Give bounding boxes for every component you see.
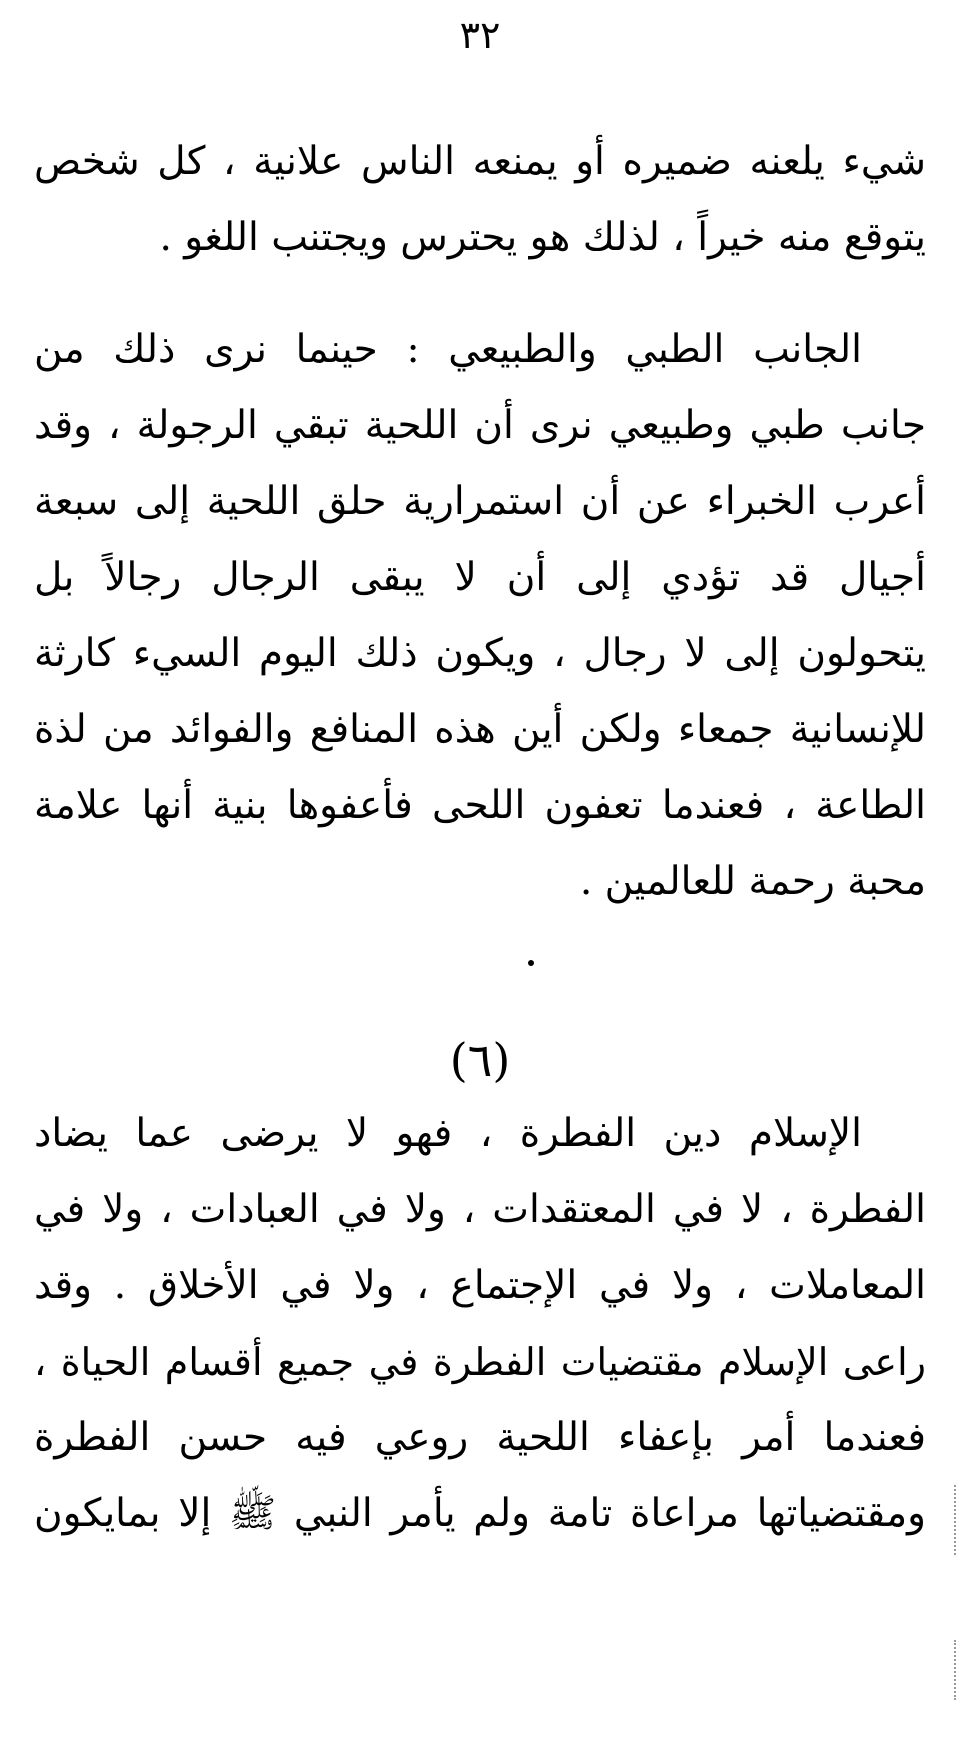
text-line: أعرب الخبراء عن أن استمرارية حلق اللحية إلى سبعة (34, 479, 926, 524)
page-number: ٣٢ (459, 13, 501, 57)
text-line: يتحولون إلى لا رجال ، ويكون ذلك اليوم السيء كارثة (34, 631, 926, 676)
section-number-heading: (٦) (449, 1033, 511, 1087)
text-line: فعندما أمر بإعفاء اللحية روعي فيه حسن الفطرة (34, 1415, 926, 1460)
paragraph-fitra (34, 1096, 926, 1552)
text-line: المعاملات ، ولا في الإجتماع ، ولا في الأخلاق . وقد (34, 1263, 926, 1308)
paragraph-continued (34, 124, 926, 276)
text-line: شيء يلعنه ضميره أو يمنعه الناس علانية ، كل شخص (34, 139, 926, 184)
text-line: أجيال قد تؤدي إلى أن لا يبقى الرجال رجالاً بل (34, 555, 926, 600)
text-line: ومقتضياتها مراعاة تامة ولم يأمر النبي ﷺ إلا بمايكون (34, 1491, 926, 1536)
text-line: الطاعة ، فعندما تعفون اللحى فأعفوها بنية أنها علامة (34, 783, 926, 828)
scan-edge-mark (954, 1640, 959, 1700)
text-line: محبة رحمة للعالمين . (579, 859, 926, 904)
text-line: جانب طبي وطبيعي نرى أن اللحية تبقي الرجولة ، وقد (34, 403, 926, 448)
text-line: الفطرة ، لا في المعتقدات ، ولا في العبادات ، ولا في (34, 1187, 926, 1232)
text-line: يتوقع منه خيراً ، لذلك هو يحترس ويجتنب اللغو . (159, 215, 926, 260)
text-line: للإنسانية جمعاء ولكن أين هذه المنافع والفوائد من لذة (34, 707, 926, 752)
paragraph-medical-natural (34, 312, 926, 920)
text-line: الجانب الطبي والطبيعي : حينما نرى ذلك من (34, 327, 862, 372)
stray-dot (528, 960, 534, 966)
text-line: الإسلام دين الفطرة ، فهو لا يرضى عما يضاد (34, 1111, 862, 1156)
text-line: راعى الإسلام مقتضيات الفطرة في جميع أقسام الحياة ، (34, 1340, 926, 1384)
scan-edge-mark (954, 1485, 959, 1555)
